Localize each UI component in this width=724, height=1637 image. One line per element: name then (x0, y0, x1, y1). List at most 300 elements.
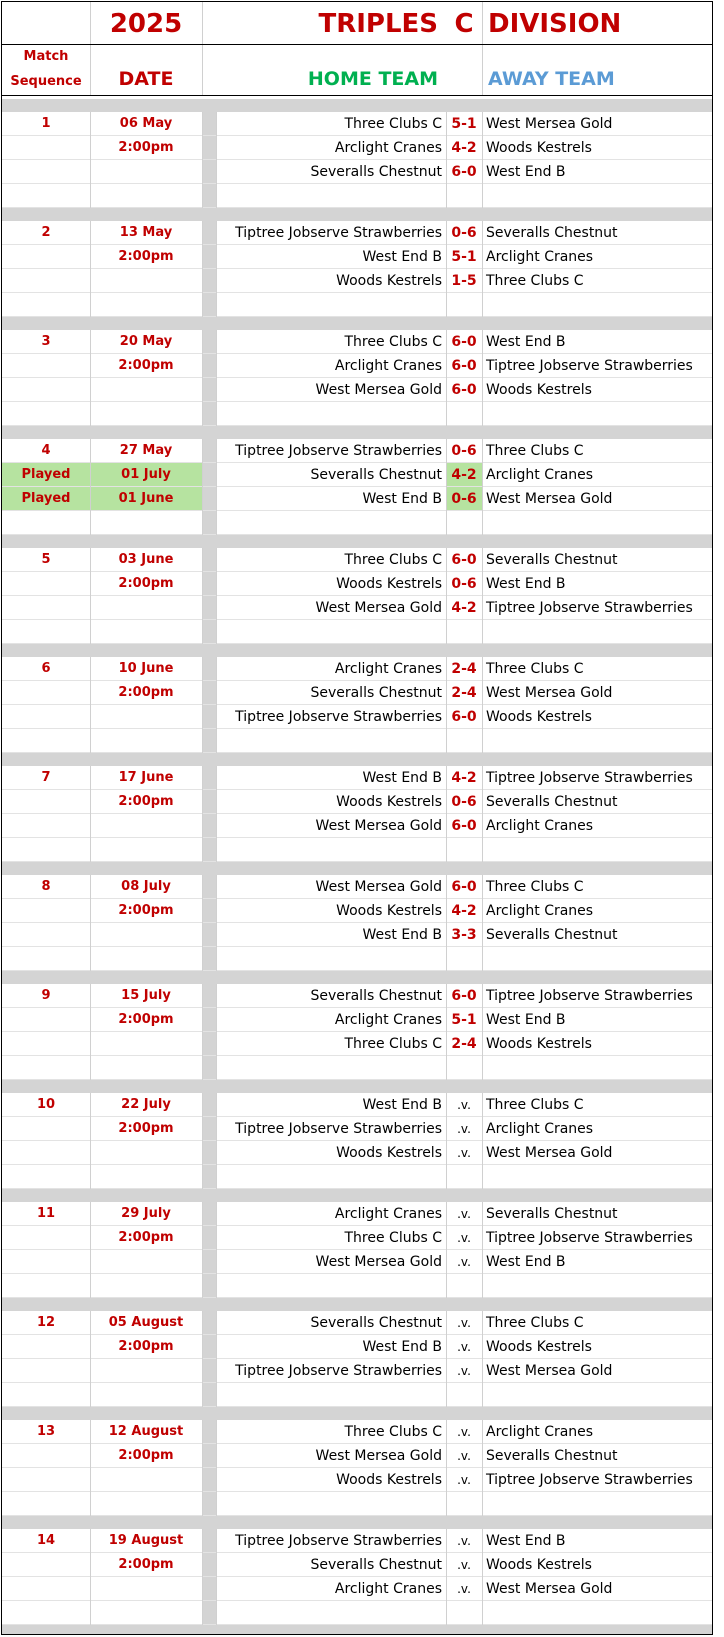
column-gutter (202, 1311, 216, 1407)
played-label (2, 1226, 90, 1250)
match-score: .v. (457, 1207, 471, 1221)
bottom-band (2, 1625, 713, 1635)
away-team: Three Clubs C (486, 273, 584, 289)
home-team: Woods Kestrels (336, 794, 442, 810)
away-team: Three Clubs C (486, 1315, 584, 1331)
match-time: 2:00pm (118, 794, 174, 809)
column-divider (202, 1093, 203, 1189)
match-score: 0-6 (451, 491, 477, 507)
away-team: Severalls Chestnut (486, 1448, 618, 1464)
match-score: 2-4 (451, 661, 477, 677)
column-gutter (202, 330, 216, 426)
home-team: Tiptree Jobserve Strawberries (235, 709, 442, 725)
played-label (2, 899, 90, 923)
column-gutter (202, 984, 216, 1080)
column-divider (90, 221, 91, 317)
played-label (2, 1383, 90, 1407)
column-divider (202, 1202, 203, 1298)
away-team: West End B (486, 1533, 566, 1549)
column-divider (90, 984, 91, 1080)
column-divider (446, 112, 447, 208)
match-time (90, 620, 202, 644)
column-divider (202, 1420, 203, 1516)
played-label (2, 245, 90, 269)
match-time (90, 814, 202, 838)
home-team: Arclight Cranes (334, 358, 442, 374)
away-team: Three Clubs C (486, 661, 584, 677)
away-team: West Mersea Gold (486, 1581, 613, 1597)
played-label (2, 378, 90, 402)
round-separator-band (2, 1189, 713, 1202)
match-score: 5-1 (451, 249, 477, 265)
away-team: Severalls Chestnut (486, 1206, 618, 1222)
match-time: 2:00pm (118, 1339, 174, 1354)
match-sequence: 14 (36, 1533, 56, 1548)
home-team: Three Clubs C (344, 552, 442, 568)
home-team: Severalls Chestnut (310, 1557, 442, 1573)
column-gutter (202, 1202, 216, 1298)
column-gutter (202, 439, 216, 535)
away-team: Three Clubs C (486, 879, 584, 895)
column-divider (90, 330, 91, 426)
match-score: 6-0 (451, 382, 477, 398)
match-score: 6-0 (451, 358, 477, 374)
played-label (2, 620, 90, 644)
column-divider (446, 221, 447, 317)
column-divider (202, 766, 203, 862)
column-divider (482, 1093, 483, 1189)
home-team: West Mersea Gold (315, 1254, 442, 1270)
match-score: 4-2 (451, 903, 477, 919)
column-divider (446, 548, 447, 644)
away-team: West Mersea Gold (486, 1145, 613, 1161)
column-divider (216, 1093, 217, 1189)
match-score: 4-2 (451, 600, 477, 616)
match-score: 6-0 (451, 879, 477, 895)
match-time: 2:00pm (118, 1557, 174, 1572)
home-team: West End B (362, 927, 442, 943)
away-team: Severalls Chestnut (486, 225, 618, 241)
match-time: 2:00pm (118, 1012, 174, 1027)
away-team: Arclight Cranes (486, 249, 594, 265)
away-team: West Mersea Gold (486, 116, 613, 132)
column-gutter (202, 1420, 216, 1516)
match-sequence: 10 (36, 1097, 56, 1112)
played-label (2, 1008, 90, 1032)
away-team: Woods Kestrels (486, 1557, 592, 1573)
column-divider (446, 439, 447, 535)
round-separator-band (2, 753, 713, 766)
column-divider (90, 1420, 91, 1516)
match-score: 6-0 (451, 164, 477, 180)
match-time (90, 947, 202, 971)
column-divider (90, 875, 91, 971)
home-team: Severalls Chestnut (310, 467, 442, 483)
column-gutter (202, 766, 216, 862)
match-sequence: 8 (41, 879, 51, 894)
match-time: 2:00pm (118, 1448, 174, 1463)
played-label: Played (21, 467, 71, 482)
away-team: Arclight Cranes (486, 1424, 594, 1440)
column-divider (216, 657, 217, 753)
column-gutter (202, 221, 216, 317)
match-time (90, 923, 202, 947)
col-header-home-team: HOME TEAM (307, 68, 438, 90)
column-divider (90, 1529, 91, 1625)
title-division-letter: C (454, 9, 474, 39)
match-time: 2:00pm (118, 358, 174, 373)
match-date: 08 July (121, 879, 171, 894)
played-label (2, 681, 90, 705)
match-score: 6-0 (451, 709, 477, 725)
column-divider (216, 112, 217, 208)
match-time (90, 705, 202, 729)
home-team: Arclight Cranes (334, 1012, 442, 1028)
header-divider (202, 2, 203, 95)
home-team: West End B (362, 770, 442, 786)
match-time (90, 1601, 202, 1625)
match-time (90, 1056, 202, 1080)
match-score: .v. (457, 1582, 471, 1596)
column-divider (482, 657, 483, 753)
match-time (90, 596, 202, 620)
column-divider (202, 1529, 203, 1625)
column-divider (202, 657, 203, 753)
home-team: Woods Kestrels (336, 1472, 442, 1488)
column-divider (202, 112, 203, 208)
match-time (90, 511, 202, 535)
column-divider (90, 657, 91, 753)
match-score: 0-6 (451, 225, 477, 241)
column-divider (482, 330, 483, 426)
column-divider (482, 984, 483, 1080)
match-score: 5-1 (451, 1012, 477, 1028)
match-time: 2:00pm (118, 249, 174, 264)
match-score: .v. (457, 1146, 471, 1160)
played-label (2, 1117, 90, 1141)
match-date: 22 July (121, 1097, 171, 1112)
match-score: 4-2 (451, 140, 477, 156)
title-triples: TRIPLES (318, 9, 438, 39)
match-date: 20 May (119, 334, 173, 349)
col-header-match: Match (23, 49, 69, 64)
match-score: 6-0 (451, 988, 477, 1004)
column-divider (482, 1202, 483, 1298)
home-team: Woods Kestrels (336, 1145, 442, 1161)
away-team: West Mersea Gold (486, 1363, 613, 1379)
header-divider (90, 2, 91, 95)
fixtures-sheet (1, 1, 713, 1635)
away-team: Tiptree Jobserve Strawberries (486, 1230, 693, 1246)
column-divider (482, 439, 483, 535)
column-divider (90, 1202, 91, 1298)
column-gutter (202, 875, 216, 971)
match-time (90, 269, 202, 293)
col-header-date: DATE (118, 68, 174, 90)
home-team: Three Clubs C (344, 1230, 442, 1246)
played-label (2, 729, 90, 753)
match-date: 27 May (119, 443, 173, 458)
column-divider (482, 1529, 483, 1625)
match-score: .v. (457, 1449, 471, 1463)
column-gutter (202, 1529, 216, 1625)
match-date: 29 July (121, 1206, 171, 1221)
match-sequence: 1 (41, 116, 51, 131)
away-team: Arclight Cranes (486, 467, 594, 483)
match-time: 2:00pm (118, 1230, 174, 1245)
column-divider (446, 766, 447, 862)
played-label (2, 572, 90, 596)
column-divider (216, 439, 217, 535)
match-date: 10 June (118, 661, 174, 676)
match-date: 12 August (108, 1424, 184, 1439)
column-divider (216, 1311, 217, 1407)
away-team: West End B (486, 576, 566, 592)
away-team: Three Clubs C (486, 1097, 584, 1113)
home-team: Arclight Cranes (334, 140, 442, 156)
match-score: 4-2 (451, 770, 477, 786)
home-team: West Mersea Gold (315, 600, 442, 616)
played-label (2, 1335, 90, 1359)
home-team: Arclight Cranes (334, 661, 442, 677)
match-time (90, 1032, 202, 1056)
match-time (90, 184, 202, 208)
match-time (90, 1141, 202, 1165)
column-divider (90, 1093, 91, 1189)
played-label (2, 705, 90, 729)
match-time (90, 402, 202, 426)
match-time: 2:00pm (118, 685, 174, 700)
away-team: Woods Kestrels (486, 382, 592, 398)
round-separator-band (2, 1298, 713, 1311)
round-separator-band (2, 1080, 713, 1093)
match-time: 2:00pm (118, 1121, 174, 1136)
away-team: Tiptree Jobserve Strawberries (486, 358, 693, 374)
column-divider (482, 221, 483, 317)
column-divider (216, 1529, 217, 1625)
played-label: Played (21, 491, 71, 506)
column-divider (446, 1311, 447, 1407)
match-score: .v. (457, 1473, 471, 1487)
match-score: .v. (457, 1255, 471, 1269)
home-team: Severalls Chestnut (310, 164, 442, 180)
match-sequence: 7 (41, 770, 51, 785)
column-divider (202, 221, 203, 317)
home-team: Tiptree Jobserve Strawberries (235, 1533, 442, 1549)
column-divider (446, 657, 447, 753)
column-divider (446, 1529, 447, 1625)
away-team: Tiptree Jobserve Strawberries (486, 988, 693, 1004)
column-divider (482, 112, 483, 208)
away-team: Tiptree Jobserve Strawberries (486, 600, 693, 616)
column-divider (202, 330, 203, 426)
season-year: 2025 (109, 9, 183, 39)
col-header-sequence: Sequence (10, 74, 82, 89)
round-separator-band (2, 208, 713, 221)
match-score: .v. (457, 1364, 471, 1378)
column-divider (202, 439, 203, 535)
away-team: West End B (486, 164, 566, 180)
column-divider (446, 1202, 447, 1298)
away-team: West End B (486, 1254, 566, 1270)
match-time (90, 1383, 202, 1407)
home-team: Three Clubs C (344, 1424, 442, 1440)
column-divider (216, 330, 217, 426)
match-date: 17 June (118, 770, 174, 785)
match-score: .v. (457, 1534, 471, 1548)
match-score: 0-6 (451, 443, 477, 459)
column-divider (216, 1420, 217, 1516)
away-team: Tiptree Jobserve Strawberries (486, 770, 693, 786)
home-team: Severalls Chestnut (310, 685, 442, 701)
round-separator-band (2, 317, 713, 330)
match-sequence: 3 (41, 334, 51, 349)
played-label (2, 790, 90, 814)
played-label (2, 269, 90, 293)
match-time (90, 1274, 202, 1298)
column-divider (202, 548, 203, 644)
match-date: 13 May (119, 225, 173, 240)
away-team: Woods Kestrels (486, 1036, 592, 1052)
played-label (2, 1056, 90, 1080)
played-label (2, 838, 90, 862)
played-label (2, 511, 90, 535)
column-divider (482, 1311, 483, 1407)
away-team: West End B (486, 1012, 566, 1028)
match-time (90, 378, 202, 402)
match-score: 5-1 (451, 116, 477, 132)
match-time (90, 838, 202, 862)
column-divider (216, 1202, 217, 1298)
match-time: 01 July (121, 467, 171, 482)
away-team: Arclight Cranes (486, 818, 594, 834)
header-divider (482, 2, 483, 95)
match-score: 3-3 (451, 927, 477, 943)
column-divider (482, 766, 483, 862)
played-label (2, 1274, 90, 1298)
column-divider (90, 548, 91, 644)
played-label (2, 1553, 90, 1577)
column-divider (216, 984, 217, 1080)
home-team: Woods Kestrels (336, 273, 442, 289)
match-score: 1-5 (451, 273, 477, 289)
match-time (90, 160, 202, 184)
away-team: Severalls Chestnut (486, 794, 618, 810)
played-label (2, 1577, 90, 1601)
away-team: Severalls Chestnut (486, 552, 618, 568)
column-divider (90, 439, 91, 535)
match-time (90, 729, 202, 753)
column-gutter (202, 1093, 216, 1189)
match-score: .v. (457, 1340, 471, 1354)
column-divider (446, 984, 447, 1080)
round-separator-band (2, 1516, 713, 1529)
column-divider (202, 1311, 203, 1407)
match-score: 6-0 (451, 818, 477, 834)
match-sequence: 11 (36, 1206, 56, 1221)
column-gutter (202, 657, 216, 753)
match-score: 0-6 (451, 794, 477, 810)
match-sequence: 12 (36, 1315, 56, 1330)
played-label (2, 1141, 90, 1165)
home-team: West Mersea Gold (315, 1448, 442, 1464)
played-label (2, 1468, 90, 1492)
match-score: .v. (457, 1558, 471, 1572)
match-time: 2:00pm (118, 903, 174, 918)
away-team: Three Clubs C (486, 443, 584, 459)
match-sequence: 2 (41, 225, 51, 240)
away-team: Woods Kestrels (486, 1339, 592, 1355)
column-divider (482, 548, 483, 644)
played-label (2, 1250, 90, 1274)
home-team: Arclight Cranes (334, 1581, 442, 1597)
match-score: .v. (457, 1425, 471, 1439)
match-sequence: 5 (41, 552, 51, 567)
home-team: Severalls Chestnut (310, 988, 442, 1004)
round-separator-band (2, 862, 713, 875)
column-divider (446, 330, 447, 426)
column-divider (446, 875, 447, 971)
played-label (2, 293, 90, 317)
column-gutter (202, 112, 216, 208)
match-time (90, 1492, 202, 1516)
title-division: DIVISION (488, 9, 622, 39)
column-divider (216, 766, 217, 862)
away-team: Woods Kestrels (486, 709, 592, 725)
match-score: 2-4 (451, 1036, 477, 1052)
away-team: Arclight Cranes (486, 1121, 594, 1137)
home-team: Tiptree Jobserve Strawberries (235, 443, 442, 459)
match-time (90, 1250, 202, 1274)
home-team: West Mersea Gold (315, 818, 442, 834)
match-score: .v. (457, 1122, 471, 1136)
away-team: West End B (486, 334, 566, 350)
match-score: .v. (457, 1316, 471, 1330)
column-gutter (202, 548, 216, 644)
column-divider (482, 875, 483, 971)
home-team: Tiptree Jobserve Strawberries (235, 1363, 442, 1379)
away-team: Severalls Chestnut (486, 927, 618, 943)
home-team: West End B (362, 491, 442, 507)
home-team: Tiptree Jobserve Strawberries (235, 225, 442, 241)
played-label (2, 1032, 90, 1056)
match-score: .v. (457, 1231, 471, 1245)
header-row-rule (2, 44, 713, 45)
played-label (2, 402, 90, 426)
played-label (2, 160, 90, 184)
match-score: 6-0 (451, 334, 477, 350)
column-divider (482, 1420, 483, 1516)
played-label (2, 923, 90, 947)
home-team: West End B (362, 249, 442, 265)
match-time (90, 1165, 202, 1189)
match-time: 2:00pm (118, 576, 174, 591)
round-separator-band (2, 971, 713, 984)
home-team: Arclight Cranes (334, 1206, 442, 1222)
match-time (90, 1359, 202, 1383)
match-date: 06 May (119, 116, 173, 131)
home-team: West Mersea Gold (315, 382, 442, 398)
column-divider (216, 221, 217, 317)
match-date: 03 June (118, 552, 174, 567)
match-sequence: 4 (41, 443, 51, 458)
column-divider (90, 766, 91, 862)
column-divider (90, 1311, 91, 1407)
home-team: West End B (362, 1097, 442, 1113)
col-header-away-team: AWAY TEAM (488, 68, 615, 90)
home-team: West End B (362, 1339, 442, 1355)
column-divider (446, 1093, 447, 1189)
